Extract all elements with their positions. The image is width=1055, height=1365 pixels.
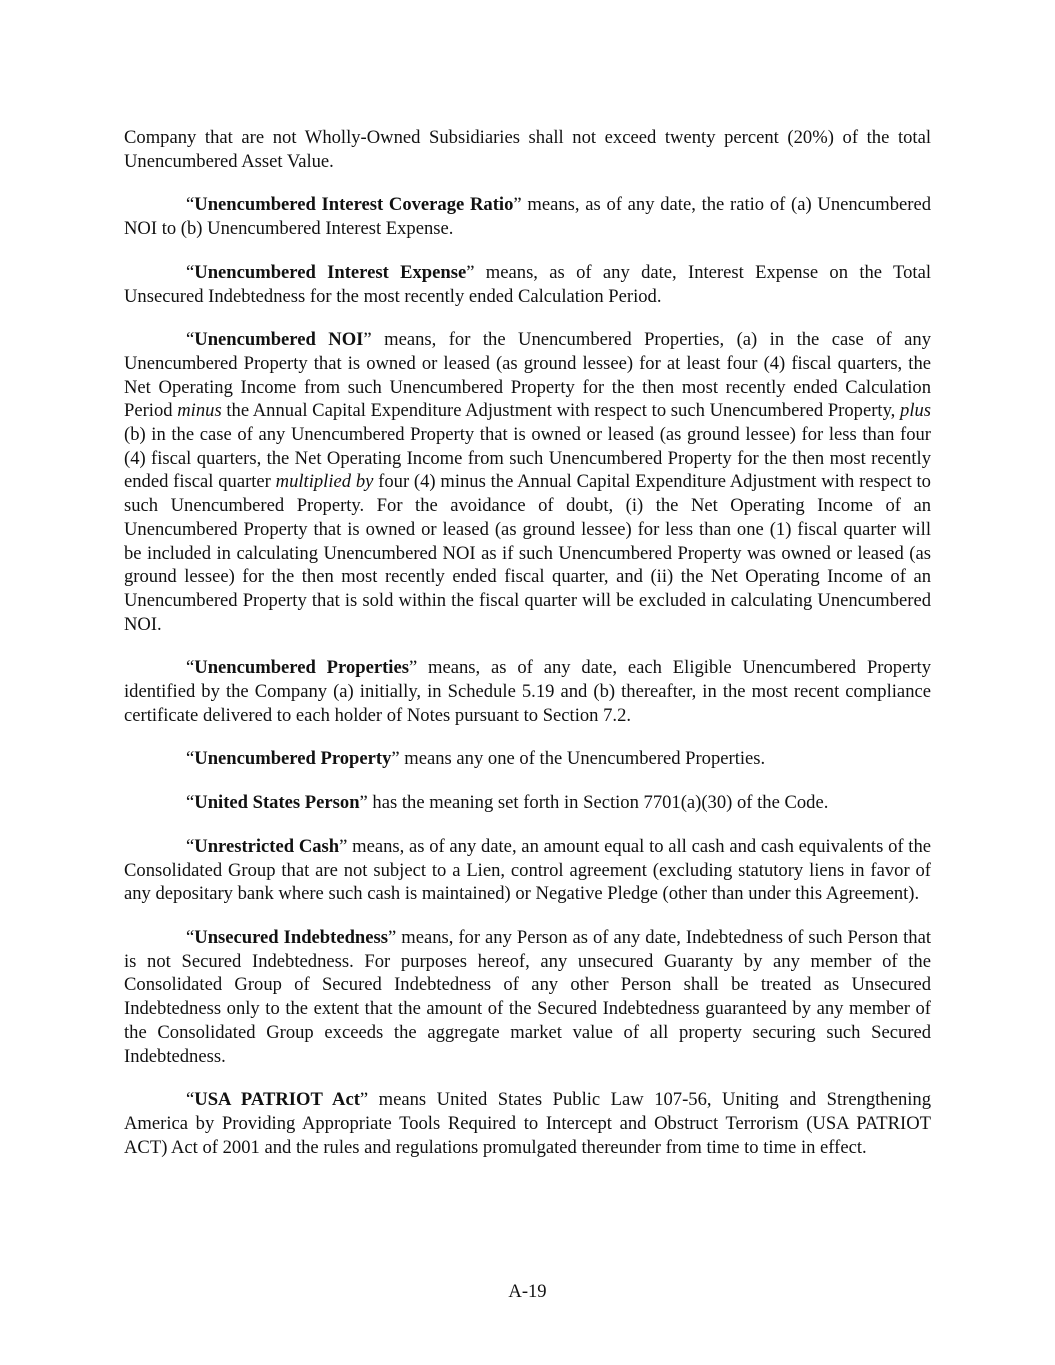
definition-body: ” means, as of any date, the ratio of (a) Unencumbered NOI to (b) Unencumbered Interest Expense.: [124, 194, 931, 240]
definition-body-part-2: the Annual Capital Expenditure Adjustment with respect to such Unencumbered Property,: [221, 400, 901, 422]
defined-term: Unrestricted Cash: [194, 835, 340, 857]
definition-unencumbered-interest-expense: [124, 261, 931, 308]
definition-body: ” means United States Public Law 107-56, Uniting and Strengthening America by Providing Appropriate Tools Required to Intercept and Obstruct Terrorism (USA PATRIOT ACT) Act of 2001 and the rules and regulations promulgated thereunder from time to time in effect.: [124, 1089, 931, 1158]
definition-unrestricted-cash: [124, 835, 931, 906]
open-quote: “: [186, 329, 195, 351]
open-quote: “: [186, 792, 195, 814]
open-quote: “: [186, 926, 195, 948]
defined-term: Unencumbered NOI: [194, 329, 364, 351]
open-quote: “: [186, 1089, 195, 1111]
defined-term: United States Person: [194, 792, 360, 814]
definition-body: ” means, for any Person as of any date, Indebtedness of such Person that is not Secured Indebtedness. For purposes hereof, any unsecured Guaranty by any member of the Consolidated Group of Secured Indebtedness of any other Person shall be treated as Unsecured Indebtedness only to the extent that the amount of the Secured Indebtedness guaranteed by any member of the Consolidated Group exceeds the aggregate market value of all property securing such Secured Indebtedness.: [124, 926, 931, 1067]
defined-term: Unsecured Indebtedness: [194, 926, 388, 948]
open-quote: “: [186, 194, 195, 216]
defined-term: USA PATRIOT Act: [194, 1089, 360, 1111]
definition-body: ” means any one of the Unencumbered Properties.: [391, 748, 766, 770]
open-quote: “: [186, 261, 195, 283]
definition-unencumbered-property: [124, 747, 931, 771]
definition-unencumbered-properties: [124, 656, 931, 727]
definition-unsecured-indebtedness: [124, 926, 931, 1068]
definition-body: ” means, as of any date, Interest Expense on the Total Unsecured Indebtedness for the most recently ended Calculation Period.: [124, 261, 931, 307]
emphasis-plus: plus: [900, 400, 932, 422]
definition-body: ” has the meaning set forth in Section 7701(a)(30) of the Code.: [359, 792, 829, 814]
definition-body: ” means, as of any date, each Eligible Unencumbered Property identified by the Company (a) initially, in Schedule 5.19 and (b) thereafter, in the most recent compliance certificate delivered to each holder of Notes pursuant to Section 7.2.: [124, 657, 931, 726]
definition-usa-patriot-act: [124, 1088, 931, 1159]
page-number: A-19: [508, 1281, 547, 1302]
document-page: [124, 126, 931, 1179]
open-quote: “: [186, 835, 195, 857]
defined-term: Unencumbered Interest Coverage Ratio: [194, 194, 514, 216]
emphasis-multiplied-by: multiplied by: [275, 471, 374, 493]
emphasis-minus: minus: [177, 400, 222, 422]
definition-body-part-4: four (4) minus the Annual Capital Expenditure Adjustment with respect to such Unencumbered Property. For the avoidance of doubt, (i) the Net Operating Income of an Unencumbered Property that is owned or leased (as ground lessee) for less than one (1) fiscal quarter will be included in calculating Unencumbered NOI as if such Unencumbered Property was owned or leased (as ground lessee) for the then most recently ended fiscal quarter, and (ii) the Net Operating Income of an Unencumbered Property that is sold within the fiscal quarter will be excluded in calculating Unencumbered NOI.: [124, 471, 931, 635]
definition-united-states-person: [124, 791, 931, 815]
open-quote: “: [186, 748, 195, 770]
defined-term: Unencumbered Interest Expense: [194, 261, 467, 283]
defined-term: Unencumbered Property: [194, 748, 392, 770]
defined-term: Unencumbered Properties: [194, 657, 409, 679]
intro-paragraph: [124, 126, 931, 173]
definition-unencumbered-interest-coverage-ratio: [124, 193, 931, 240]
definition-body-part-1: ” means, for the Unencumbered Properties, (a) in the case of any Unencumbered Property that is owned or leased (as ground lessee) for at least four (4) fiscal quarters, the Net Operating Income from such Unencumbered Property for the then most recently ended Calculation Period: [124, 329, 931, 422]
intro-text: Company that are not Wholly-Owned Subsidiaries shall not exceed twenty percent (20%) of the total Unencumbered Asset Value.: [124, 127, 931, 172]
definition-body: ” means, as of any date, an amount equal to all cash and cash equivalents of the Consolidated Group that are not subject to a Lien, control agreement (excluding statutory liens in favor of any depositary bank where such cash is maintained) or Negative Pledge (other than under this Agreement).: [124, 835, 931, 905]
definition-unencumbered-noi: [124, 328, 931, 636]
open-quote: “: [186, 657, 195, 679]
definition-body-part-3: (b) in the case of any Unencumbered Property that is owned or leased (as ground lessee) for less than four (4) fiscal quarters, the Net Operating Income from such Unencumbered Property for the then most recently ended fiscal quarter: [124, 424, 931, 493]
